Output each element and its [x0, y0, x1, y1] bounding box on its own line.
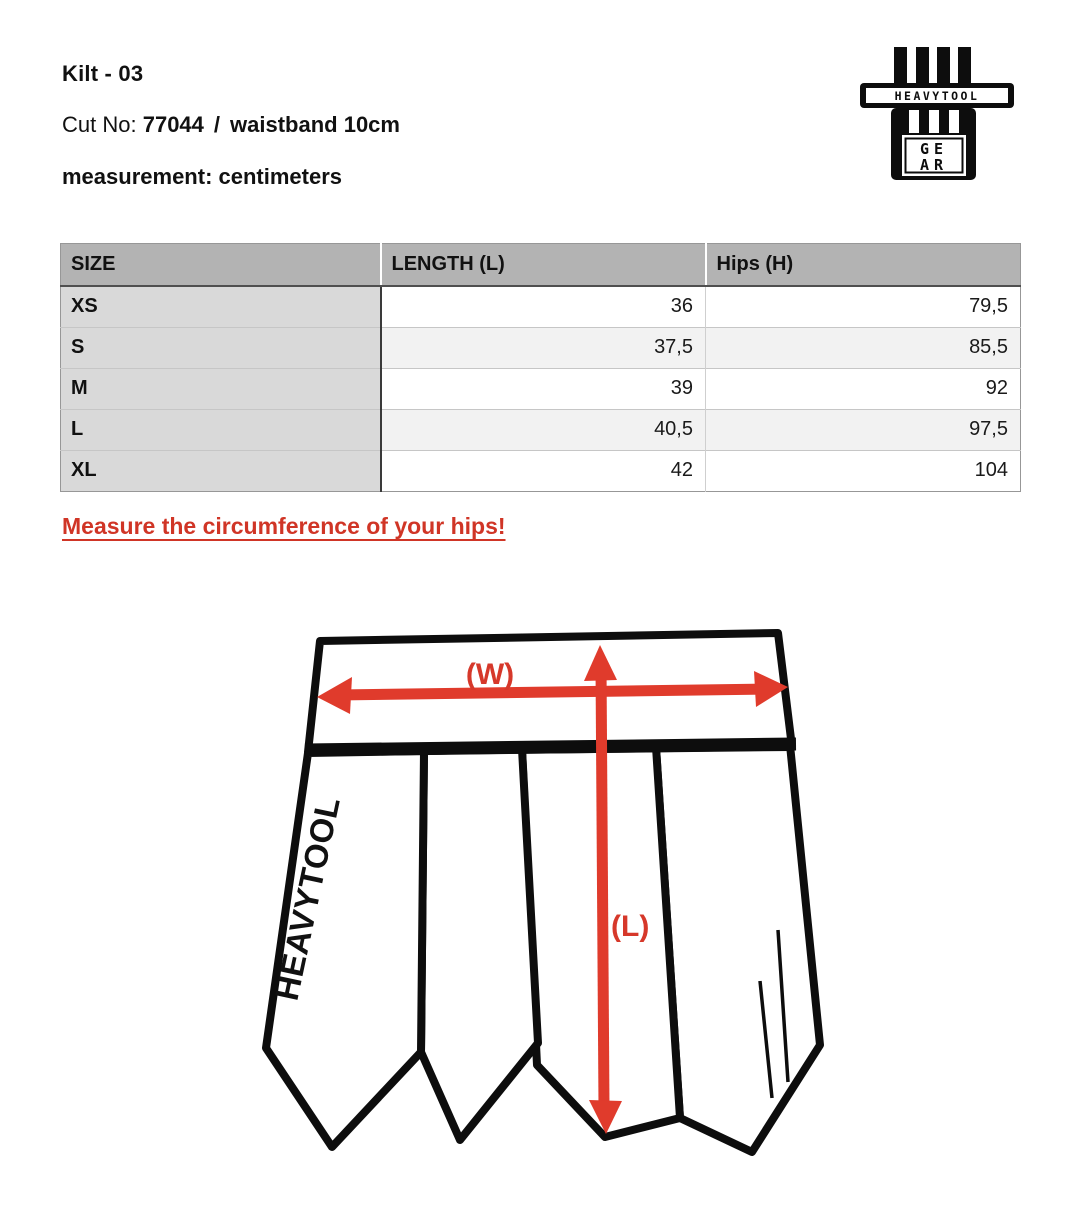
logo-bar-icon [937, 47, 950, 87]
page-title: Kilt - 03 [62, 61, 144, 86]
size-label: S [61, 328, 381, 369]
table-row [61, 328, 1021, 369]
waistband-seam [305, 744, 796, 750]
hips-value: 92 [706, 369, 1021, 410]
length-label: (L) [611, 910, 650, 943]
width-label: (W) [465, 658, 515, 691]
logo-brand-text: HEAVYTOOL [894, 89, 980, 103]
hips-value: 97,5 [706, 410, 1021, 451]
heavytool-gear-logo [858, 44, 1016, 184]
size-label: XL [61, 451, 381, 492]
size-label: L [61, 410, 381, 451]
cut-number-line [62, 112, 400, 138]
hips-value: 104 [706, 451, 1021, 492]
logo-bar-icon [894, 47, 907, 87]
logo-gear-top-text: GE [919, 140, 949, 158]
table-row [61, 286, 1021, 328]
length-value: 40,5 [381, 410, 706, 451]
table-row [61, 410, 1021, 451]
table-header-row [61, 244, 1021, 287]
column-header-hips: Hips (H) [706, 244, 1021, 287]
logo-bar-icon [958, 47, 971, 87]
hips-value: 79,5 [706, 286, 1021, 328]
kilt-measurement-diagram [240, 600, 840, 1200]
length-value: 39 [381, 369, 706, 410]
measure-hips-note-link[interactable]: Measure the circumference of your hips! [62, 513, 506, 539]
size-chart-table [60, 243, 1021, 492]
table-row [61, 451, 1021, 492]
column-header-size: SIZE [61, 244, 381, 287]
length-value: 42 [381, 451, 706, 492]
size-label: XS [61, 286, 381, 328]
cut-separator: / [213, 112, 221, 137]
kilt-panel-midleft [421, 749, 538, 1140]
waistband-detail: waistband 10cm [230, 112, 400, 137]
logo-bar-icon [916, 47, 929, 87]
logo-gear-bottom-text: AR [919, 156, 949, 174]
length-value: 37,5 [381, 328, 706, 369]
cut-number: 77044 [142, 112, 204, 137]
table-row [61, 369, 1021, 410]
measurement-unit-line: measurement: centimeters [62, 164, 343, 189]
column-header-length: LENGTH (L) [381, 244, 706, 287]
hips-value: 85,5 [706, 328, 1021, 369]
cut-label: Cut No: [62, 112, 137, 137]
diagram-brand-text: HEAVYTOOL [267, 793, 347, 1004]
length-value: 36 [381, 286, 706, 328]
size-label: M [61, 369, 381, 410]
